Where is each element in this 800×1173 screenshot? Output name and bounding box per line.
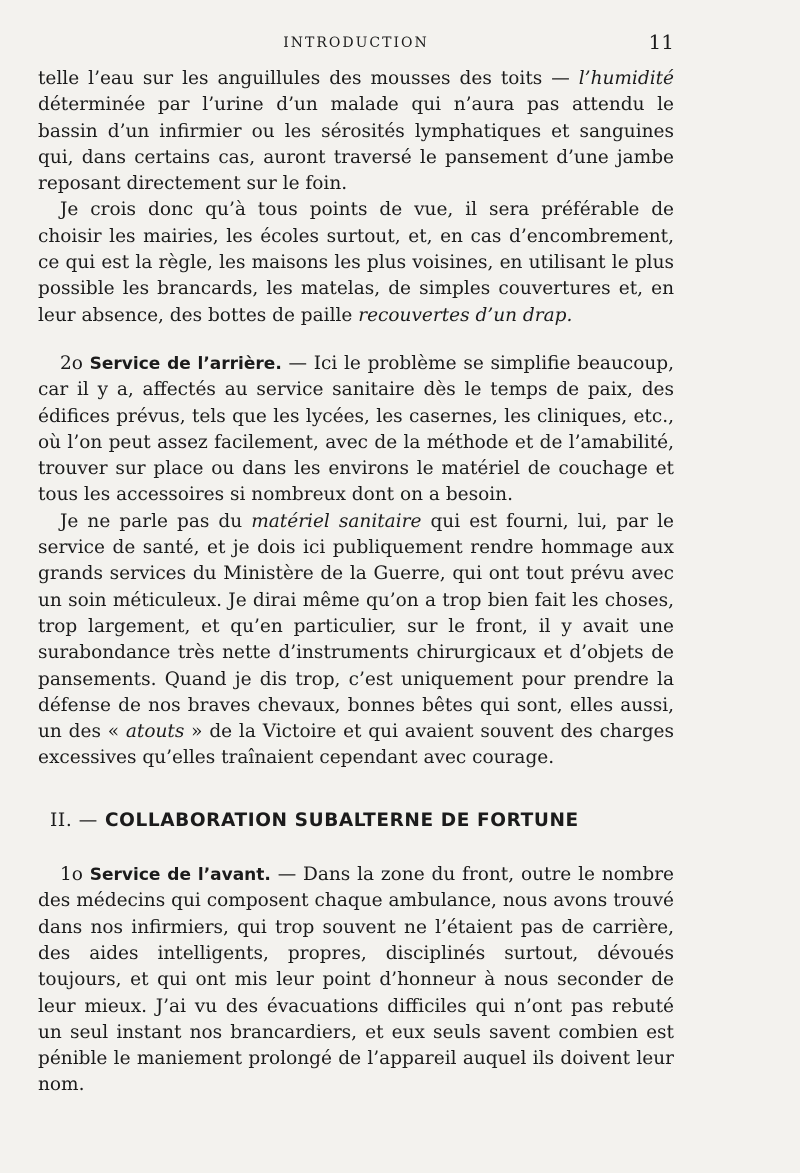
page-header — [38, 30, 674, 58]
p4-emphasis-1: matériel sanitaire — [251, 510, 422, 532]
paragraph-2 — [38, 197, 674, 328]
paragraph-5 — [38, 862, 674, 1099]
p4-emphasis-2: atouts — [125, 721, 185, 743]
p3-text: — Ici le problème se simplifie beaucoup, car il y a, affectés au service sanitaire dès le temps de paix, des édifices prévus, tels que les lycées, les casernes, les cliniques, etc., où l’on peut assez facilement, avec de la méthode et de l’amabilité, trouver sur place ou dans les environs le matériel de couchage et tous les accessoires si nombreux dont on a besoin. — [38, 352, 674, 506]
p3-ordinal: 2o — [60, 352, 83, 374]
p2-emphasis: recouvertes d’un drap. — [358, 304, 573, 326]
p5-run-in-title: Service de l’avant. — [89, 865, 271, 886]
p1-text-b: déterminée par l’urine d’un malade qui n’aura pas attendu le bassin d’un infirmier ou les sérosités lymphatiques et sanguines qui, dans certains cas, auront traversé le pansement d’une jambe reposant directement sur le foin. — [38, 94, 674, 195]
p3-run-in-title: Service de l’arrière. — [89, 353, 282, 374]
section-heading — [50, 808, 674, 834]
p4-text-c: » de la Victoire et qui avaient souvent des charges excessives qu’elles traînaient cependant avec courage. — [38, 721, 674, 769]
section-title: COLLABORATION SUBALTERNE DE FORTUNE — [104, 809, 579, 831]
paragraph-3 — [38, 351, 674, 509]
section-number: II. — — [50, 809, 98, 831]
paragraph-4 — [38, 509, 674, 772]
p1-emphasis: l’humidité — [578, 68, 674, 89]
body-text — [38, 66, 674, 1099]
p4-text-b: qui est fourni, lui, par le service de santé, et je dois ici publiquement rendre hommage aux grands services du Ministère de la Guerre, qui ont tout prévu avec un soin méticuleux. Je dirai même qu’on a trop bien fait les choses, trop largement, et qu’en particulier, sur le front, il y avait une surabondance très nette d’instruments chirurgicaux et d’objets de pansements. Quand je dis trop, c’est uniquement pour prendre la défense de nos braves chevaux, bonnes bêtes qui sont, elles aussi, un des « — [38, 510, 674, 743]
p5-ordinal: 1o — [60, 864, 83, 886]
page-number: 11 — [648, 30, 674, 54]
p2-text-a: Je crois donc qu’à tous points de vue, il sera préférable de choisir les mairies, les écoles surtout, et, en cas d’encombrement, ce qui est la règle, les maisons les plus voisines, en utilisant le plus possible les brancards, les matelas, de simples couvertures et, en leur absence, des bottes de paille — [38, 199, 674, 326]
p1-text-a: telle l’eau sur les anguillules des mousses des toits — — [38, 68, 579, 89]
running-head: INTRODUCTION — [283, 35, 429, 51]
p4-text-a: Je ne parle pas du — [60, 510, 252, 532]
p5-text: — Dans la zone du front, outre le nombre des médecins qui composent chaque ambulance, nous avons trouvé dans nos infirmiers, qui trop souvent ne l’étaient pas de carrière, des aides intelligents, propres, disciplinés surtout, dévoués toujours, et qui ont mis leur point d’honneur à nous seconder de leur mieux. J’ai vu des évacuations difficiles qui n’ont pas rebuté un seul instant nos brancardiers, et eux seuls savent combien est pénible le maniement prolongé de l’appareil auquel ils doivent leur nom. — [38, 864, 674, 1096]
paragraph-1 — [38, 66, 674, 197]
